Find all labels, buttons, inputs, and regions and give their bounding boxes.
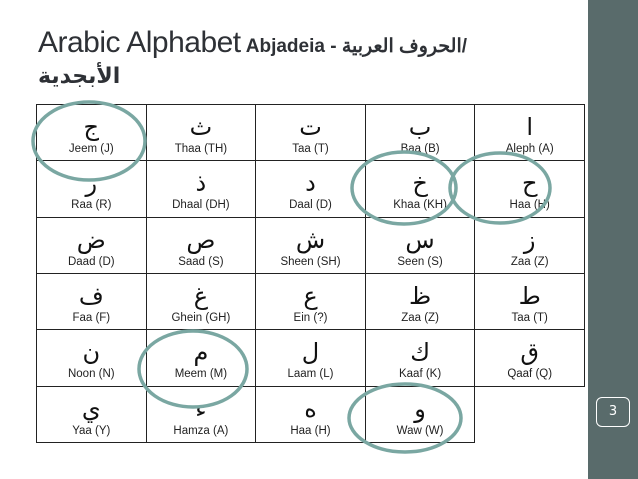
letter-name: Meem (M) bbox=[174, 368, 228, 381]
table-row bbox=[37, 273, 585, 329]
letter-cell bbox=[256, 330, 366, 386]
arabic-letter: ع bbox=[303, 281, 318, 310]
letter-name: Noon (N) bbox=[67, 368, 115, 381]
letter-cell bbox=[37, 217, 147, 273]
arabic-letter: ج bbox=[83, 113, 100, 141]
letter-cell bbox=[146, 217, 256, 273]
letter-cell bbox=[475, 105, 585, 161]
letter-cell bbox=[37, 105, 147, 161]
arabic-letter: ط bbox=[518, 281, 541, 310]
arabic-letter: ذ bbox=[195, 169, 207, 198]
letter-name: Waw (W) bbox=[396, 424, 444, 437]
letter-cell bbox=[37, 161, 147, 217]
letter-name: Thaa (TH) bbox=[174, 143, 228, 155]
arabic-letter: ح bbox=[521, 169, 538, 198]
letter-name: Taa (T) bbox=[292, 143, 329, 155]
arabic-letter: م bbox=[193, 338, 209, 367]
table-row bbox=[37, 330, 585, 386]
title-line2: الأبجدية bbox=[38, 64, 121, 89]
arabic-letter: ش bbox=[295, 225, 326, 254]
arabic-letter: ق bbox=[520, 338, 539, 367]
arabic-letter: خ bbox=[412, 169, 428, 198]
letter-cell bbox=[256, 161, 366, 217]
table-row bbox=[37, 386, 585, 442]
arabic-letter: ت bbox=[299, 113, 322, 141]
letter-cell bbox=[37, 273, 147, 329]
table-row bbox=[37, 105, 585, 161]
letter-cell bbox=[365, 105, 475, 161]
letter-cell bbox=[37, 386, 147, 442]
letter-cell bbox=[146, 161, 256, 217]
letter-cell bbox=[256, 386, 366, 442]
letter-name: Yaa (Y) bbox=[72, 424, 111, 437]
letter-cell bbox=[37, 330, 147, 386]
arabic-letter: ر bbox=[85, 169, 98, 198]
letter-name: Jeem (J) bbox=[68, 143, 114, 155]
letter-name: Taa (T) bbox=[511, 311, 548, 324]
letter-cell bbox=[365, 273, 475, 329]
letter-cell bbox=[146, 105, 256, 161]
title-sub: Abjadeia - الحروف العربية/ bbox=[245, 36, 468, 57]
alphabet-table bbox=[36, 104, 585, 443]
letter-cell bbox=[146, 330, 256, 386]
arabic-letter: ض bbox=[76, 225, 106, 254]
arabic-letter: ف bbox=[78, 281, 104, 310]
arabic-letter: ه bbox=[304, 394, 317, 423]
letter-cell bbox=[365, 330, 475, 386]
letter-cell bbox=[475, 273, 585, 329]
table-row bbox=[37, 217, 585, 273]
arabic-letter: و bbox=[414, 394, 426, 423]
letter-name: Ghein (GH) bbox=[171, 311, 231, 324]
letter-cell bbox=[365, 217, 475, 273]
letter-cell bbox=[256, 273, 366, 329]
letter-name: Dhaal (DH) bbox=[172, 199, 230, 212]
arabic-letter: ك bbox=[410, 338, 430, 367]
page-number: 3 bbox=[596, 397, 630, 427]
letter-cell bbox=[475, 330, 585, 386]
letter-cell bbox=[256, 217, 366, 273]
arabic-letter: ث bbox=[189, 113, 213, 141]
letter-name: Zaa (Z) bbox=[510, 255, 549, 268]
arabic-letter: ا bbox=[526, 113, 534, 141]
letter-name: Aleph (A) bbox=[505, 143, 554, 155]
slide-title bbox=[38, 26, 578, 60]
letter-name: Saad (S) bbox=[178, 255, 224, 268]
letter-name: Daal (D) bbox=[289, 199, 332, 212]
letter-cell bbox=[365, 161, 475, 217]
letter-cell bbox=[475, 217, 585, 273]
letter-name: Raa (R) bbox=[71, 199, 112, 212]
arabic-letter: ء bbox=[195, 394, 207, 423]
letter-cell bbox=[146, 386, 256, 442]
letter-cell bbox=[475, 386, 585, 442]
letter-name: Qaaf (Q) bbox=[507, 368, 553, 381]
letter-cell bbox=[365, 386, 475, 442]
letter-name: Hamza (A) bbox=[173, 424, 229, 437]
letter-name: Baa (B) bbox=[400, 143, 440, 155]
arabic-letter: ز bbox=[523, 225, 536, 254]
letter-name: Kaaf (K) bbox=[398, 368, 442, 381]
letter-name: Laam (L) bbox=[287, 368, 334, 381]
arabic-letter: غ bbox=[193, 281, 209, 310]
letter-name: Daad (D) bbox=[67, 255, 115, 268]
arabic-letter: ب bbox=[408, 113, 432, 141]
arabic-letter: ن bbox=[82, 338, 101, 367]
arabic-letter: س bbox=[405, 225, 435, 254]
title-main: Arabic Alphabet bbox=[38, 26, 241, 59]
letter-name: Faa (F) bbox=[72, 311, 111, 324]
letter-name: Zaa (Z) bbox=[401, 311, 439, 324]
letter-name: Khaa (KH) bbox=[393, 199, 447, 212]
letter-cell bbox=[256, 105, 366, 161]
table-row bbox=[37, 161, 585, 217]
letter-name: Haa (H) bbox=[290, 424, 331, 437]
letter-name: Sheen (SH) bbox=[280, 255, 341, 268]
arabic-letter: ظ bbox=[408, 281, 432, 310]
arabic-letter: د bbox=[305, 169, 316, 198]
letter-name: Haa (H) bbox=[509, 199, 550, 212]
letter-cell bbox=[475, 161, 585, 217]
arabic-letter: ي bbox=[81, 394, 101, 423]
letter-name: Seen (S) bbox=[397, 255, 443, 268]
arabic-letter: ص bbox=[186, 225, 216, 254]
letter-name: Ein (?) bbox=[293, 311, 328, 324]
letter-cell bbox=[146, 273, 256, 329]
arabic-letter: ل bbox=[301, 338, 320, 367]
